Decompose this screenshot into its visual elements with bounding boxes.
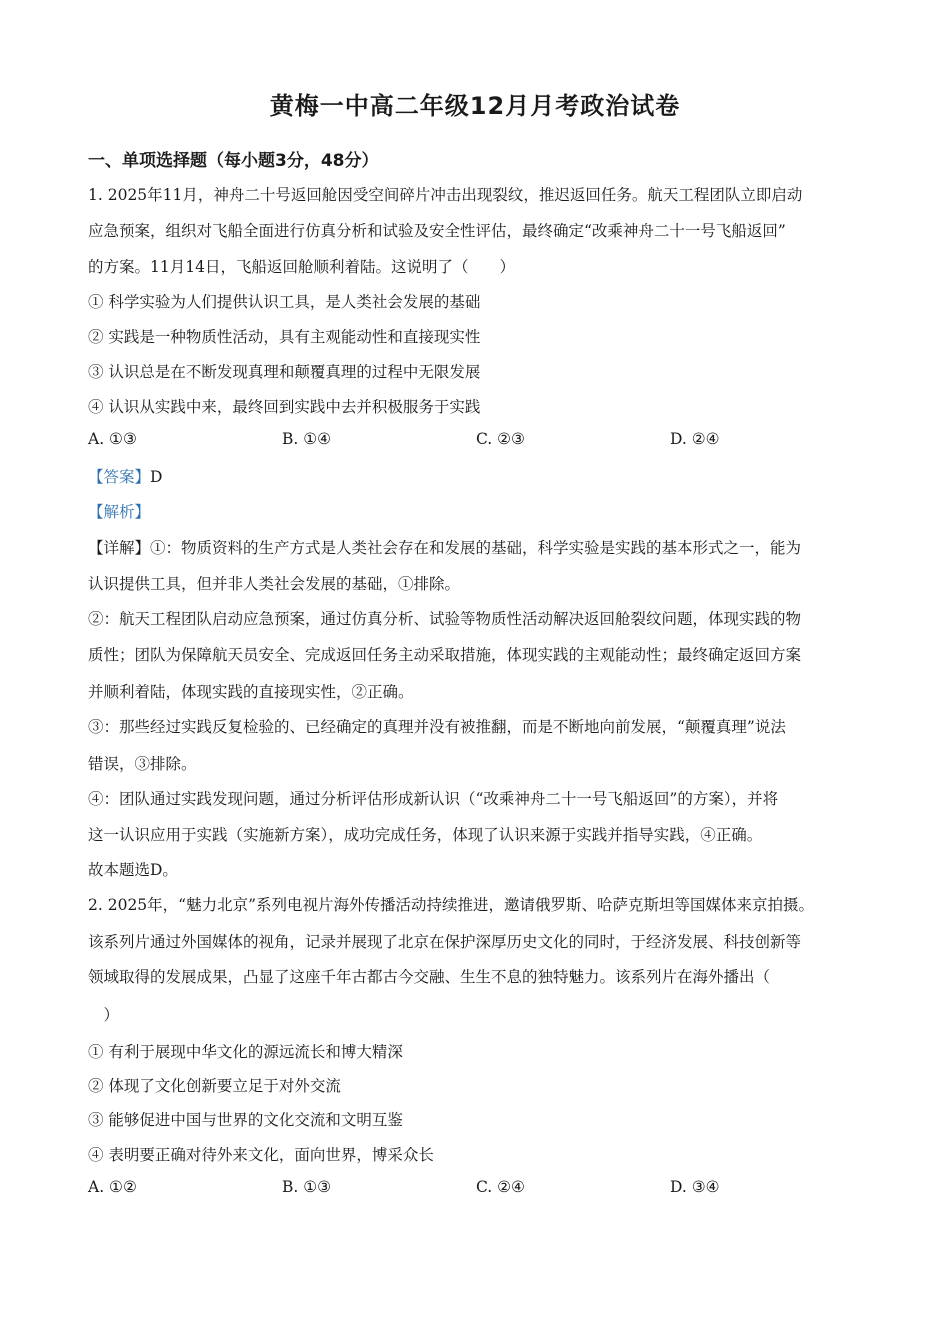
q1-detail-line: 并顺利着陆，体现实践的直接现实性，②正确。 bbox=[88, 683, 414, 701]
q1-detail-line: 错误，③排除。 bbox=[88, 755, 197, 773]
q1-detail-line: 认识提供工具，但并非人类社会发展的基础，①排除。 bbox=[88, 575, 461, 593]
q2-stem-line: 该系列片通过外国媒体的视角，记录并展现了北京在保护深厚历史文化的同时，于经济发展、科技创新等 bbox=[88, 933, 802, 951]
q2-statement: ② 体现了文化创新要立足于对外交流 bbox=[88, 1077, 341, 1095]
q2-statement: ① 有利于展现中华文化的源远流长和博大精深 bbox=[88, 1043, 403, 1061]
page-title: 黄梅一中高二年级12月月考政治试卷 bbox=[269, 92, 681, 120]
answer-label: 【答案】 bbox=[88, 468, 151, 486]
q1-answer bbox=[88, 465, 162, 487]
q1-statement: ④ 认识从实践中来，最终回到实践中去并积极服务于实践 bbox=[88, 398, 481, 416]
q2-option-a: A. ①② bbox=[88, 1178, 137, 1196]
section-heading: 一、单项选择题（每小题3分，48分） bbox=[88, 151, 379, 171]
q1-detail-line: 质性；团队为保障航天员安全、完成返回任务主动采取措施，体现实践的主观能动性；最终确定返回方案 bbox=[88, 646, 802, 664]
answer-value: D bbox=[150, 468, 163, 486]
q1-stem-line: 1. 2025年11月，神舟二十号返回舱因受空间碎片冲击出现裂纹，推迟返回任务。航天工程团队立即启动 bbox=[88, 186, 803, 204]
q1-detail-line: 这一认识应用于实践（实施新方案），成功完成任务，体现了认识来源于实践并指导实践，④正确。 bbox=[88, 826, 763, 844]
q1-detail-line: 【详解】①：物质资料的生产方式是人类社会存在和发展的基础，科学实验是实践的基本形式之一，能为 bbox=[88, 539, 802, 557]
q2-statement: ③ 能够促进中国与世界的文化交流和文明互鉴 bbox=[88, 1111, 403, 1129]
q2-option-c: C. ②④ bbox=[476, 1178, 525, 1196]
q1-option-d: D. ②④ bbox=[670, 430, 720, 448]
q1-option-b: B. ①④ bbox=[282, 430, 332, 448]
q2-option-d: D. ③④ bbox=[670, 1178, 720, 1196]
q1-statement: ③ 认识总是在不断发现真理和颠覆真理的过程中无限发展 bbox=[88, 363, 481, 381]
q2-stem-line: 领域取得的发展成果，凸显了这座千年古都古今交融、生生不息的独特魅力。该系列片在海外播出（ bbox=[88, 968, 771, 986]
q1-stem-line: 的方案。11月14日，飞船返回舱顺利着陆。这说明了（ ） bbox=[88, 258, 515, 276]
q1-detail-line: ③：那些经过实践反复检验的、已经确定的真理并没有被推翻，而是不断地向前发展，“颠覆真理”说法 bbox=[88, 718, 786, 736]
q1-detail-line: ②：航天工程团队启动应急预案，通过仿真分析、试验等物质性活动解决返回舱裂纹问题，体现实践的物 bbox=[88, 610, 802, 628]
q2-stem-line: ） bbox=[88, 1006, 120, 1024]
q1-option-c: C. ②③ bbox=[476, 430, 525, 448]
analysis-label: 【解析】 bbox=[88, 503, 151, 521]
q2-stem-line: 2. 2025年，“魅力北京”系列电视片海外传播活动持续推进，邀请俄罗斯、哈萨克斯坦等国媒体来京拍摄。 bbox=[88, 896, 815, 914]
q1-option-a: A. ①③ bbox=[88, 430, 137, 448]
q2-statement: ④ 表明要正确对待外来文化，面向世界，博采众长 bbox=[88, 1146, 434, 1164]
q2-option-b: B. ①③ bbox=[282, 1178, 332, 1196]
q1-stem-line: 应急预案，组织对飞船全面进行仿真分析和试验及安全性评估，最终确定“改乘神舟二十一号飞船返回” bbox=[88, 222, 786, 240]
q1-statement: ① 科学实验为人们提供认识工具，是人类社会发展的基础 bbox=[88, 293, 481, 311]
q1-detail-line: ④：团队通过实践发现问题，通过分析评估形成新认识（“改乘神舟二十一号飞船返回”的方案），并将 bbox=[88, 790, 779, 808]
q1-detail-line: 故本题选D。 bbox=[88, 861, 178, 879]
q1-statement: ② 实践是一种物质性活动，具有主观能动性和直接现实性 bbox=[88, 328, 481, 346]
